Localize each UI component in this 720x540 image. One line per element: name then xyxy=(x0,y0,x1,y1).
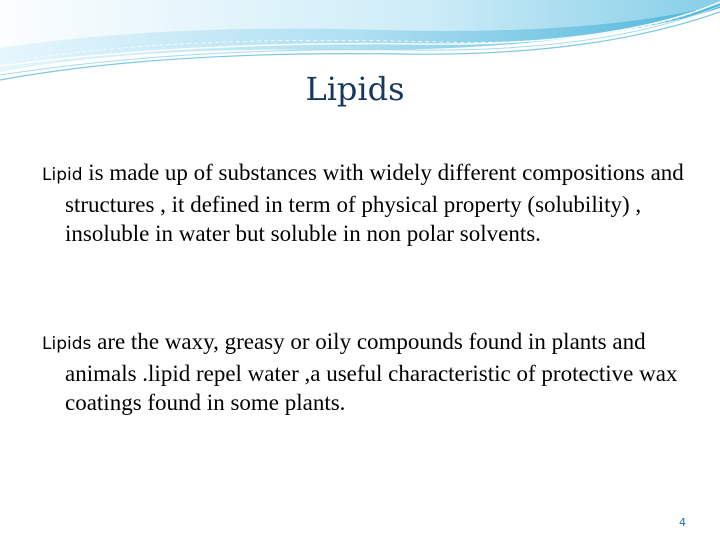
paragraph-2 xyxy=(42,327,715,417)
paragraph-2-text: are the waxy, greasy or oily compounds found in plants and animals .lipid repel water ,a useful characteristic of protective wax coatings found in some plants. xyxy=(65,329,678,415)
paragraph-1 xyxy=(42,158,715,248)
paragraph-1-text: is made up of substances with widely different compositions and structures , it defined in term of physical property (solubility) , insoluble in water but soluble in non polar solvents. xyxy=(65,160,684,246)
paragraph-2-lead: Lipids xyxy=(42,334,92,354)
slide-title: Lipids xyxy=(305,70,405,108)
page-number: 4 xyxy=(679,516,686,529)
paragraph-1-lead: Lipid xyxy=(42,165,83,185)
